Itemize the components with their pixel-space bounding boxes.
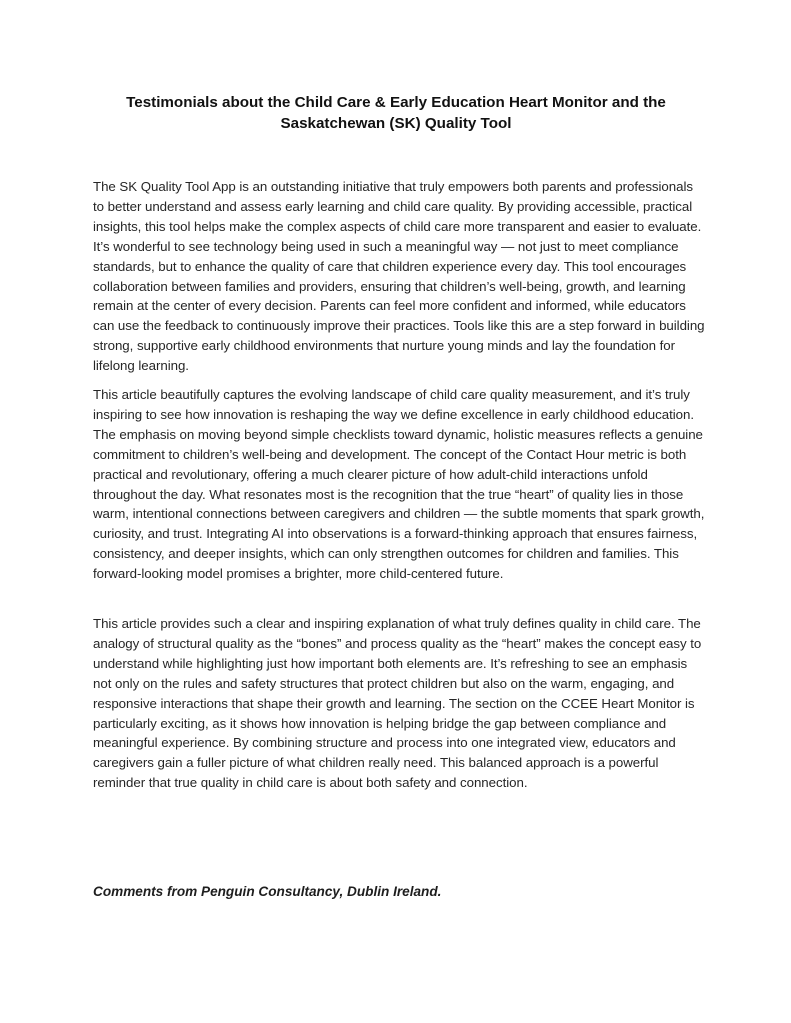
title-line-2: Saskatchewan (SK) Quality Tool [280, 115, 512, 132]
signature-attribution: Comments from Penguin Consultancy, Dublin Ireland. [93, 884, 442, 899]
document-title [90, 92, 702, 134]
testimonial-paragraph-1: The SK Quality Tool App is an outstanding initiative that truly empowers both parents and professionals to better understand and assess early learning and child care quality. By providing accessible, practical insights, this tool helps make the complex aspects of child care more transparent and easier to evaluate. It’s wonderful to see technology being used in such a meaningful way — not just to meet compliance standards, but to enhance the quality of care that children experience every day. This tool encourages collaboration between families and providers, ensuring that children’s well-being, growth, and learning remain at the center of every decision. Parents can feel more confident and informed, while educators can use the feedback to continuously improve their practices. Tools like this are a step forward in building strong, supportive early childhood environments that nurture young minds and lay the foundation for lifelong learning. [93, 179, 705, 374]
title-line-1: Testimonials about the Child Care & Early Education Heart Monitor and the [126, 94, 666, 111]
testimonial-paragraph-3: This article provides such a clear and inspiring explanation of what truly defines quality in child care. The analogy of structural quality as the “bones” and process quality as the “heart” makes the concept easy to understand while highlighting just how important both elements are. It’s refreshing to see an emphasis not only on the rules and safety structures that protect children but also on the warm, engaging, and responsive interactions that shape their growth and learning. The section on the CCEE Heart Monitor is particularly exciting, as it shows how innovation is helping bridge the gap between compliance and meaningful experience. By combining structure and process into one integrated view, educators and caregivers gain a fuller picture of what children really need. This balanced approach is a powerful reminder that true quality in child care is about both safety and connection. [93, 616, 702, 791]
testimonial-paragraph-2: This article beautifully captures the evolving landscape of child care quality measurement, and it’s truly inspiring to see how innovation is reshaping the way we define excellence in early childhood education. The emphasis on moving beyond simple checklists toward dynamic, holistic measures reflects a genuine commitment to children’s well-being and development. The concept of the Contact Hour metric is both practical and revolutionary, offering a much clearer picture of how adult-child interactions unfold throughout the day. What resonates most is the recognition that the true “heart” of quality lies in those warm, intentional connections between caregivers and children — the subtle moments that spark growth, curiosity, and trust. Integrating AI into observations is a forward-thinking approach that ensures fairness, consistency, and deeper insights, which can only strengthen outcomes for children and families. This forward-looking model promises a brighter, more child-centered future. [93, 387, 705, 582]
